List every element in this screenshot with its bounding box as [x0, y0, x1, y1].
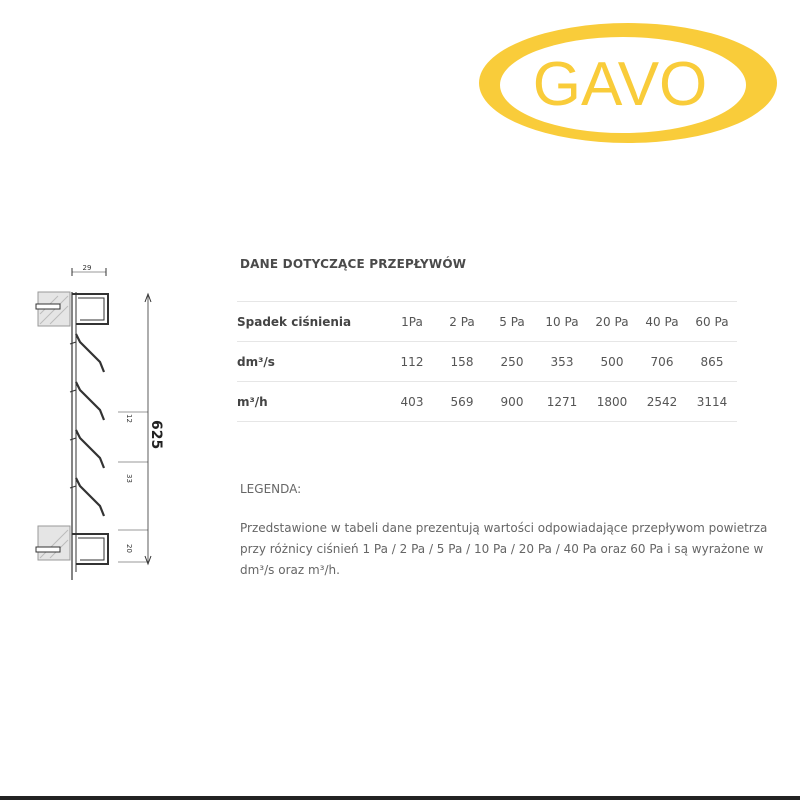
- table-cell: 250: [487, 342, 537, 382]
- table-cell: 403: [387, 382, 437, 422]
- table-cell: 1Pa: [387, 302, 437, 342]
- legend-title: LEGENDA:: [240, 482, 302, 496]
- dimension-20: 20: [125, 544, 133, 553]
- gavo-logo: [478, 22, 778, 144]
- table-cell: 10 Pa: [537, 302, 587, 342]
- table-cell: 1800: [587, 382, 637, 422]
- bottom-bar: [0, 796, 800, 800]
- table-row: [237, 342, 737, 382]
- table-cell: 865: [687, 342, 737, 382]
- table-cell: 1271: [537, 382, 587, 422]
- table-cell: 900: [487, 382, 537, 422]
- table-row: [237, 382, 737, 422]
- dimension-12: 12: [125, 414, 133, 423]
- table-row: [237, 302, 737, 342]
- dimension-625: 625: [148, 420, 164, 450]
- table-cell: 706: [637, 342, 687, 382]
- table-cell: 3114: [687, 382, 737, 422]
- table-cell: 569: [437, 382, 487, 422]
- table-cell: 112: [387, 342, 437, 382]
- flow-data-table: [237, 301, 737, 422]
- table-cell: 353: [537, 342, 587, 382]
- table-cell: 5 Pa: [487, 302, 537, 342]
- row-label: Spadek ciśnienia: [237, 302, 387, 342]
- dimension-29: 29: [82, 264, 92, 272]
- table-cell: 40 Pa: [637, 302, 687, 342]
- table-cell: 2 Pa: [437, 302, 487, 342]
- row-label: m³/h: [237, 382, 387, 422]
- table-cell: 500: [587, 342, 637, 382]
- table-cell: 2542: [637, 382, 687, 422]
- table-cell: 20 Pa: [587, 302, 637, 342]
- louvre-cross-section-drawing: [30, 262, 170, 582]
- dimension-33: 33: [125, 474, 133, 483]
- row-label: dm³/s: [237, 342, 387, 382]
- logo-text: GAVO: [532, 50, 708, 119]
- legend-text: Przedstawione w tabeli dane prezentują wartości odpowiadające przepływom powietrza przy różnicy ciśnień 1 Pa / 2 Pa / 5 Pa / 10 Pa / 20 Pa / 40 Pa oraz 60 Pa i są wyrażone w dm³/s oraz m³/h.: [240, 521, 768, 577]
- flow-data-heading: DANE DOTYCZĄCE PRZEPŁYWÓW: [240, 257, 467, 271]
- table-cell: 158: [437, 342, 487, 382]
- table-cell: 60 Pa: [687, 302, 737, 342]
